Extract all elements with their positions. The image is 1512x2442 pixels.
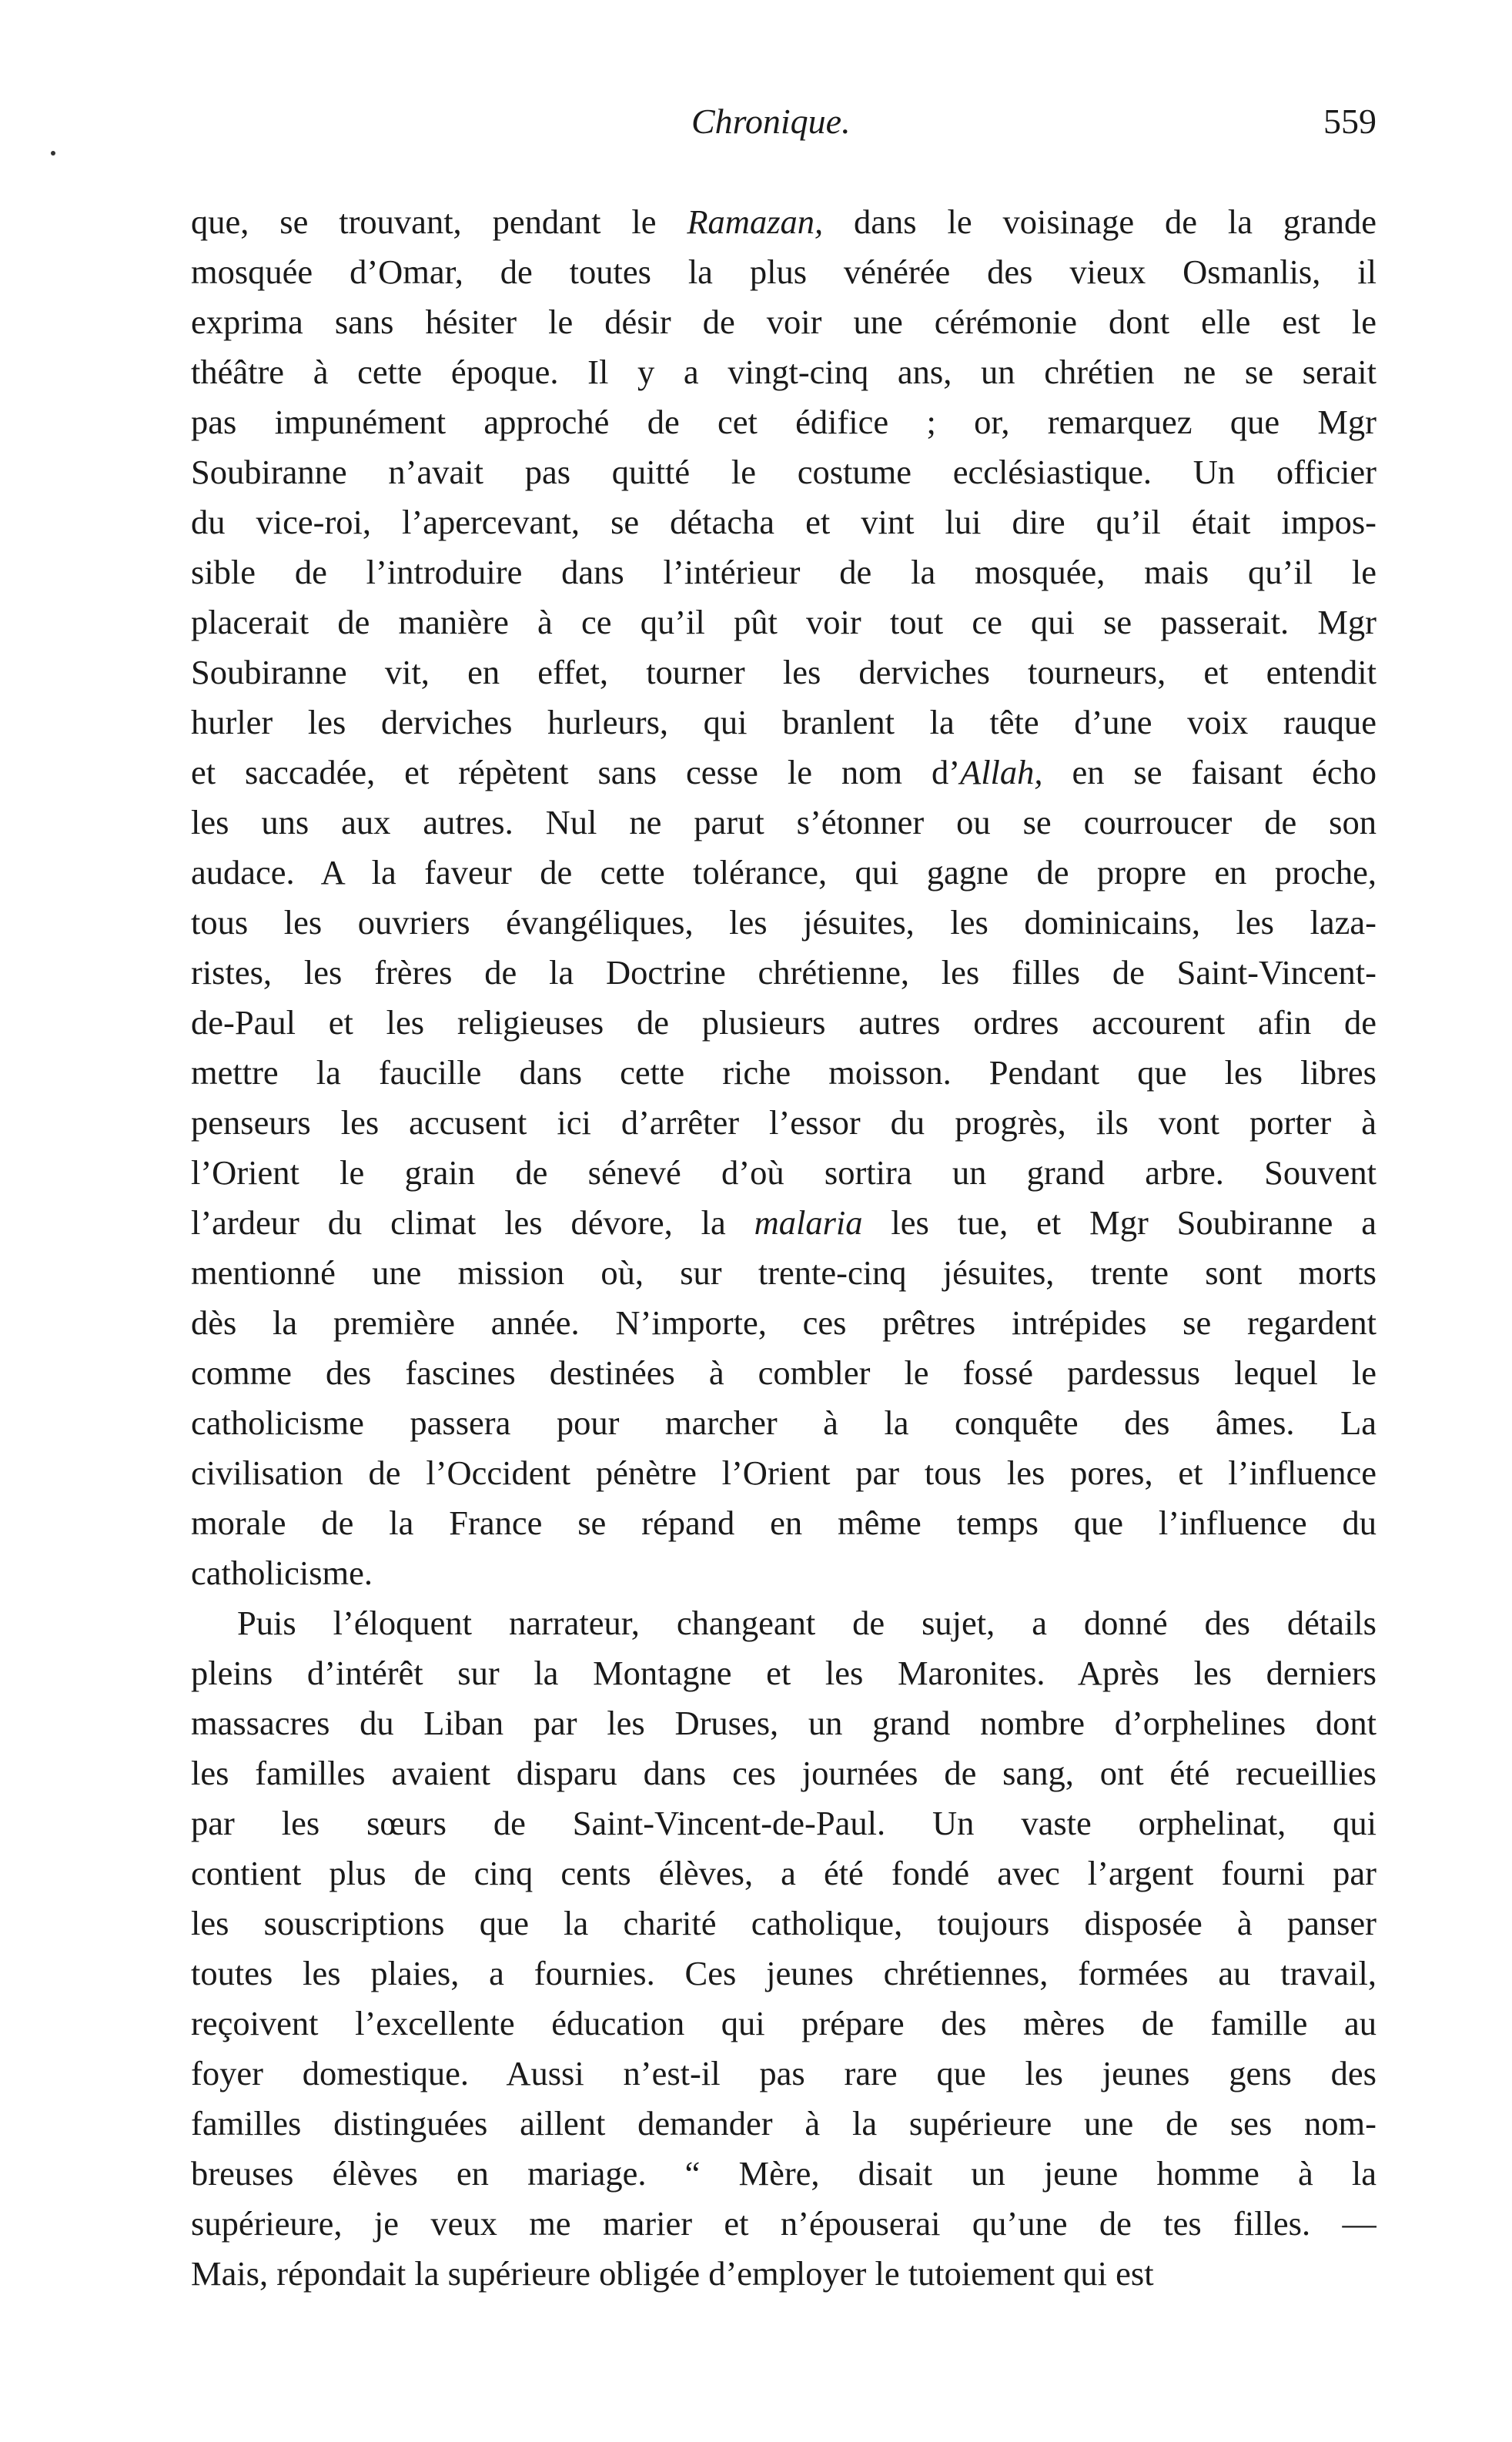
- text-line: morale de la France se répand en même temps que l’influence du: [191, 1504, 1377, 1542]
- text-line: pleins d’intérêt sur la Montagne et les Maronites. Après les derniers: [191, 1654, 1377, 1692]
- text-line: massacres du Liban par les Druses, un grand nombre d’orphelines dont: [191, 1704, 1377, 1742]
- text-line: de-Paul et les religieuses de plusieurs autres ordres accourent afin de: [191, 1003, 1377, 1042]
- italic-term: Ramazan,: [687, 202, 824, 241]
- running-title: Chronique.: [691, 102, 851, 141]
- text-line: reçoivent l’excellente éducation qui prépare des mères de famille au: [191, 2004, 1377, 2042]
- text-line: sible de l’introduire dans l’intérieur de la mosquée, mais qu’il le: [191, 553, 1377, 591]
- paragraph: [191, 1598, 1377, 2299]
- text-line: catholicisme passera pour marcher à la conquête des âmes. La: [191, 1403, 1377, 1442]
- body-text: [191, 197, 1377, 2299]
- paragraph: [191, 197, 1377, 1598]
- italic-term: Allah,: [960, 753, 1043, 791]
- text-line: que, se trouvant, pendant le Ramazan, dans le voisinage de la grande: [191, 202, 1377, 241]
- text-line: Soubiranne n’avait pas quitté le costume ecclésiastique. Un officier: [191, 453, 1377, 491]
- text-line: foyer domestique. Aussi n’est-il pas rare que les jeunes gens des: [191, 2054, 1377, 2092]
- text-line: Puis l’éloquent narrateur, changeant de sujet, a donné des détails: [237, 1604, 1377, 1642]
- text-line: mentionné une mission où, sur trente-cinq jésuites, trente sont morts: [191, 1253, 1377, 1292]
- text-line: hurler les derviches hurleurs, qui branlent la tête d’une voix rauque: [191, 703, 1377, 741]
- text-line: toutes les plaies, a fournies. Ces jeunes chrétiennes, formées au travail,: [191, 1954, 1377, 1992]
- text-line: les familles avaient disparu dans ces journées de sang, ont été recueillies: [191, 1754, 1377, 1792]
- text-line: dès la première année. N’importe, ces prêtres intrépides se regardent: [191, 1303, 1377, 1342]
- text-line: audace. A la faveur de cette tolérance, qui gagne de propre en proche,: [191, 853, 1377, 891]
- text-line: familles distinguées aillent demander à la supérieure une de ses nom-: [191, 2104, 1377, 2143]
- text-line: les uns aux autres. Nul ne parut s’étonner ou se courroucer de son: [191, 803, 1377, 841]
- italic-term: malaria: [754, 1203, 863, 1242]
- text-line: du vice-roi, l’apercevant, se détacha et vint lui dire qu’il était impos-: [191, 503, 1377, 541]
- text-line: exprima sans hésiter le désir de voir une cérémonie dont elle est le: [191, 303, 1377, 341]
- text-line: catholicisme.: [191, 1554, 373, 1592]
- print-speck: [51, 151, 55, 156]
- text-line: Mais, répondait la supérieure obligée d’employer le tutoiement qui est: [191, 2254, 1154, 2293]
- text-line: théâtre à cette époque. Il y a vingt-cinq ans, un chrétien ne se serait: [191, 353, 1377, 391]
- text-line: penseurs les accusent ici d’arrêter l’essor du progrès, ils vont porter à: [191, 1103, 1377, 1142]
- text-line: breuses élèves en mariage. “ Mère, disait un jeune homme à la: [191, 2154, 1377, 2193]
- text-line: l’Orient le grain de sénevé d’où sortira un grand arbre. Souvent: [191, 1153, 1377, 1192]
- text-line: placerait de manière à ce qu’il pût voir tout ce qui se passerait. Mgr: [191, 603, 1377, 641]
- text-line: Soubiranne vit, en effet, tourner les derviches tourneurs, et entendit: [191, 653, 1377, 691]
- text-line: civilisation de l’Occident pénètre l’Orient par tous les pores, et l’influence: [191, 1453, 1377, 1492]
- text-line: l’ardeur du climat les dévore, la malaria les tue, et Mgr Soubiranne a: [191, 1203, 1377, 1242]
- text-line: et saccadée, et répètent sans cesse le nom d’Allah, en se faisant écho: [191, 753, 1377, 791]
- text-line: supérieure, je veux me marier et n’épouserai qu’une de tes filles. —: [191, 2204, 1377, 2243]
- text-line: mosquée d’Omar, de toutes la plus vénérée des vieux Osmanlis, il: [191, 253, 1377, 291]
- text-line: tous les ouvriers évangéliques, les jésuites, les dominicains, les laza-: [191, 903, 1377, 942]
- text-line: mettre la faucille dans cette riche moisson. Pendant que les libres: [191, 1053, 1377, 1092]
- page-number: 559: [1323, 102, 1377, 141]
- running-head: [191, 99, 1377, 152]
- text-line: comme des fascines destinées à combler le fossé pardessus lequel le: [191, 1353, 1377, 1392]
- text-line: pas impunément approché de cet édifice ; or, remarquez que Mgr: [191, 403, 1377, 441]
- text-line: contient plus de cinq cents élèves, a été fondé avec l’argent fourni par: [191, 1854, 1377, 1892]
- text-line: ristes, les frères de la Doctrine chrétienne, les filles de Saint-Vincent-: [191, 953, 1377, 992]
- text-line: les souscriptions que la charité catholique, toujours disposée à panser: [191, 1904, 1377, 1942]
- text-line: par les sœurs de Saint-Vincent-de-Paul. Un vaste orphelinat, qui: [191, 1804, 1377, 1842]
